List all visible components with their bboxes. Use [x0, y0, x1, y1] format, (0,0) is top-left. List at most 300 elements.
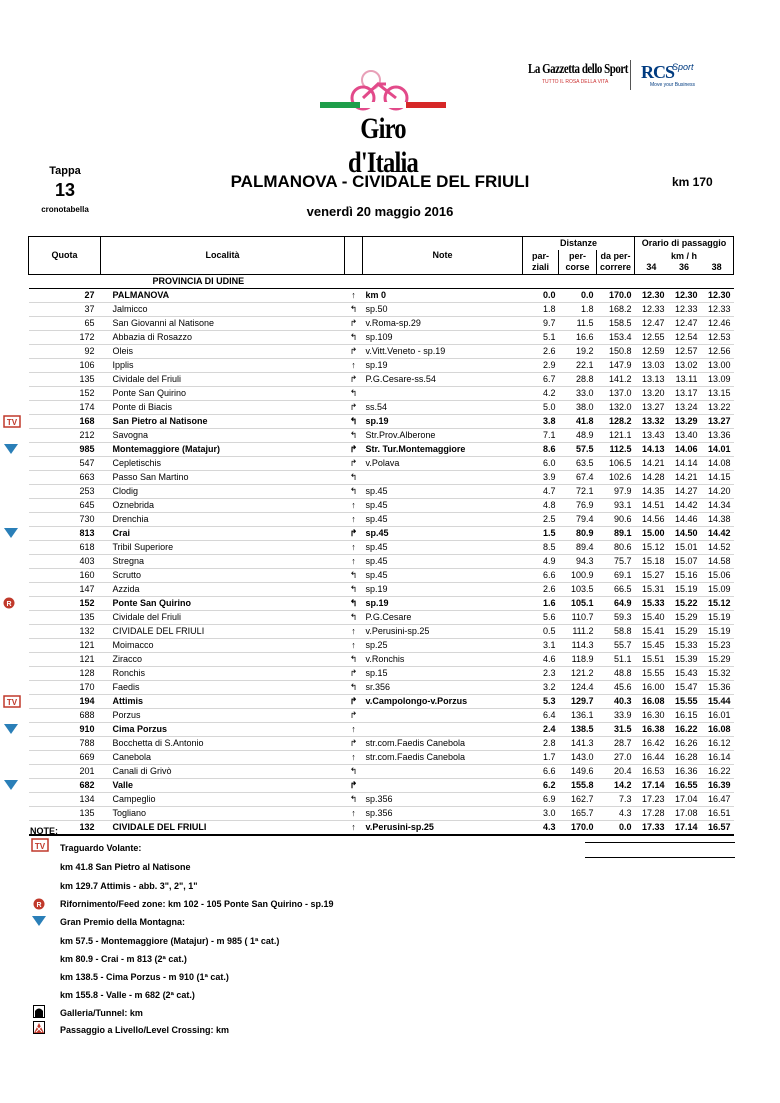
cell-parziali: 1.6 [523, 596, 559, 610]
cell-arrow: ↑ [345, 512, 363, 526]
cell-t38: 16.14 [700, 750, 733, 764]
cell-arrow: ↑ [345, 554, 363, 568]
cell-t38: 15.36 [700, 680, 733, 694]
table-row [29, 358, 734, 372]
col-percorse-l2: corse [565, 261, 590, 272]
cell-percorse: 72.1 [559, 484, 597, 498]
cell-percorse: 80.9 [559, 526, 597, 540]
cell-arrow: ↱ [345, 442, 363, 456]
col-dapercorrere [597, 250, 635, 274]
cell-percorse: 111.2 [559, 624, 597, 638]
cell-percorse: 138.5 [559, 722, 597, 736]
table-row [29, 666, 734, 680]
cell-note: str.com.Faedis Canebola [363, 750, 523, 764]
cell-t34: 14.56 [635, 512, 668, 526]
province-row [29, 274, 734, 288]
cell-arrow: ↱ [345, 344, 363, 358]
cell-arrow: ↑ [345, 498, 363, 512]
cell-quota: 663 [29, 470, 101, 484]
cell-note: v.Campolongo-v.Porzus [363, 694, 523, 708]
cell-parziali: 1.8 [523, 302, 559, 316]
cell-t38: 14.01 [700, 442, 733, 456]
cell-quota: 253 [29, 484, 101, 498]
cell-percorse: 0.0 [559, 288, 597, 302]
cell-t34: 14.21 [635, 456, 668, 470]
col-note: Note [363, 237, 523, 275]
cell-parziali: 3.0 [523, 806, 559, 820]
cell-t38: 13.00 [700, 358, 733, 372]
cell-t38: 15.32 [700, 666, 733, 680]
cell-dapercorrere: 168.2 [597, 302, 635, 316]
cell-t34: 17.33 [635, 820, 668, 835]
cell-arrow: ↰ [345, 428, 363, 442]
cell-percorse: 141.3 [559, 736, 597, 750]
cell-arrow: ↰ [345, 764, 363, 778]
cell-dapercorrere: 64.9 [597, 596, 635, 610]
cell-percorse: 48.9 [559, 428, 597, 442]
cell-t34: 15.33 [635, 596, 668, 610]
table-row [29, 344, 734, 358]
col-arrow [345, 237, 363, 275]
cell-quota-value: 152 [79, 597, 95, 608]
table-row [29, 540, 734, 554]
cell-arrow: ↰ [345, 484, 363, 498]
cell-dapercorrere: 66.5 [597, 582, 635, 596]
cell-t34: 16.53 [635, 764, 668, 778]
cell-quota: 730 [29, 512, 101, 526]
cell-localita: Oleis [101, 344, 345, 358]
table-row [29, 554, 734, 568]
cell-t36: 17.14 [668, 820, 701, 835]
cell-quota: 147 [29, 582, 101, 596]
col-quota: Quota [29, 237, 101, 275]
rcs-sport: Sport [672, 62, 694, 72]
table-row [29, 288, 734, 302]
col-percorse [559, 250, 597, 274]
cell-dapercorrere: 55.7 [597, 638, 635, 652]
cell-arrow: ↑ [345, 722, 363, 736]
cell-t34: 14.35 [635, 484, 668, 498]
cell-t38: 12.53 [700, 330, 733, 344]
cell-arrow: ↰ [345, 680, 363, 694]
cell-localita: Ponte di Biacis [101, 400, 345, 414]
cell-note: v.Vitt.Veneto - sp.19 [363, 344, 523, 358]
cell-quota-value: 194 [79, 695, 95, 706]
cell-note: sp.356 [363, 792, 523, 806]
cell-quota: 201 [29, 764, 101, 778]
col-parziali [523, 250, 559, 274]
cell-t38: 12.33 [700, 302, 733, 316]
tv-label: Traguardo Volante: [60, 843, 142, 853]
cell-t34: 13.13 [635, 372, 668, 386]
cell-quota-value: 985 [79, 443, 95, 454]
cell-dapercorrere: 121.1 [597, 428, 635, 442]
cell-quota: 92 [29, 344, 101, 358]
table-row [29, 708, 734, 722]
cell-parziali: 4.6 [523, 652, 559, 666]
cell-t34: 17.28 [635, 806, 668, 820]
cell-t36: 15.43 [668, 666, 701, 680]
cell-localita: Togliano [101, 806, 345, 820]
cell-t36: 12.54 [668, 330, 701, 344]
rcs-tagline: Move your Business [650, 82, 696, 88]
table-row [29, 484, 734, 498]
cell-percorse: 105.1 [559, 596, 597, 610]
cell-quota [6, 414, 101, 428]
cell-t38: 14.38 [700, 512, 733, 526]
tunnel-icon [33, 1005, 45, 1018]
cell-percorse: 149.6 [559, 764, 597, 778]
cell-t34: 17.14 [635, 778, 668, 792]
cell-arrow: ↰ [345, 414, 363, 428]
cell-quota: 128 [29, 666, 101, 680]
cell-percorse: 118.9 [559, 652, 597, 666]
timetable [5, 236, 734, 836]
cell-quota: 212 [29, 428, 101, 442]
cell-percorse: 79.4 [559, 512, 597, 526]
cell-t34: 15.27 [635, 568, 668, 582]
cell-dapercorrere: 28.7 [597, 736, 635, 750]
feed-note: Rifornimento/Feed zone: km 102 - 105 Ponte San Quirino - sp.19 [60, 899, 334, 909]
cell-t34: 13.32 [635, 414, 668, 428]
col-orario: Orario di passaggio [635, 237, 734, 251]
cell-dapercorrere: 112.5 [597, 442, 635, 456]
cell-t34: 16.08 [635, 694, 668, 708]
cell-dapercorrere: 27.0 [597, 750, 635, 764]
cell-dapercorrere: 40.3 [597, 694, 635, 708]
cell-t34: 12.30 [635, 288, 668, 302]
cell-parziali: 6.6 [523, 568, 559, 582]
cell-parziali: 0.0 [523, 288, 559, 302]
speed-34: 34 [646, 261, 657, 272]
cell-localita: Ziracco [101, 652, 345, 666]
cell-t38: 12.46 [700, 316, 733, 330]
cell-note: v.Polava [363, 456, 523, 470]
cell-localita: Crai [101, 526, 345, 540]
cell-t36: 15.29 [668, 610, 701, 624]
gpm-note-1: km 57.5 - Montemaggiore (Matajur) - m 985 ( 1ª cat.) [60, 936, 280, 946]
cell-percorse: 121.2 [559, 666, 597, 680]
cell-quota-value: 682 [79, 779, 95, 790]
svg-text:TV: TV [6, 697, 17, 707]
cell-localita: San Giovanni al Natisone [101, 316, 345, 330]
cell-t34: 15.55 [635, 666, 668, 680]
cell-arrow: ↱ [345, 400, 363, 414]
cell-arrow: ↑ [345, 806, 363, 820]
cell-note: sp.19 [363, 414, 523, 428]
cell-t36: 14.46 [668, 512, 701, 526]
feed-icon [33, 898, 45, 910]
table-row [29, 820, 734, 835]
cell-arrow: ↰ [345, 652, 363, 666]
cell-dapercorrere: 33.9 [597, 708, 635, 722]
cell-localita: Jalmicco [101, 302, 345, 316]
cell-localita: Scrutto [101, 568, 345, 582]
cell-note [363, 470, 523, 484]
cell-t34: 14.28 [635, 470, 668, 484]
rcs-logo: RCS [641, 62, 675, 82]
cell-quota: 170 [29, 680, 101, 694]
cell-t34: 12.59 [635, 344, 668, 358]
table-row [29, 372, 734, 386]
cell-quota: 618 [29, 540, 101, 554]
cell-quota: 134 [29, 792, 101, 806]
cell-t38: 12.56 [700, 344, 733, 358]
cell-dapercorrere: 48.8 [597, 666, 635, 680]
col-dapercorrere-l1: da per- [600, 250, 631, 261]
cell-t38: 16.01 [700, 708, 733, 722]
cell-quota: 121 [29, 652, 101, 666]
col-percorse-l1: per- [568, 250, 586, 261]
cell-arrow: ↑ [345, 288, 363, 302]
svg-text:R: R [36, 902, 42, 909]
table-row [29, 596, 734, 610]
table-row [29, 512, 734, 526]
cell-t36: 16.15 [668, 708, 701, 722]
cell-t38: 15.19 [700, 624, 733, 638]
cell-note: Str. Tur.Montemaggiore [363, 442, 523, 456]
cell-parziali: 3.2 [523, 680, 559, 694]
cell-t34: 15.41 [635, 624, 668, 638]
cell-localita: Ponte San Quirino [101, 596, 345, 610]
cell-t36: 15.16 [668, 568, 701, 582]
cell-localita: Drenchia [101, 512, 345, 526]
cell-t36: 12.47 [668, 316, 701, 330]
table-row [29, 330, 734, 344]
cell-percorse: 170.0 [559, 820, 597, 835]
cell-percorse: 1.8 [559, 302, 597, 316]
cell-t34: 16.38 [635, 722, 668, 736]
cell-t34: 16.44 [635, 750, 668, 764]
tv-note-2: km 129.7 Attimis - abb. 3", 2", 1" [60, 881, 198, 891]
cell-t36: 12.30 [668, 288, 701, 302]
cell-t36: 14.50 [668, 526, 701, 540]
table-row [29, 386, 734, 400]
cell-arrow: ↑ [345, 540, 363, 554]
cell-quota: 135 [29, 610, 101, 624]
cell-note: sp.109 [363, 330, 523, 344]
cell-parziali: 2.5 [523, 512, 559, 526]
table-row [29, 400, 734, 414]
signature-line-1 [585, 842, 735, 843]
speed-38: 38 [711, 261, 722, 272]
table-row [29, 680, 734, 694]
cell-parziali: 6.7 [523, 372, 559, 386]
cell-arrow: ↑ [345, 624, 363, 638]
cell-parziali: 2.9 [523, 358, 559, 372]
cell-dapercorrere: 20.4 [597, 764, 635, 778]
cell-note: sp.45 [363, 484, 523, 498]
cell-t38: 15.44 [700, 694, 733, 708]
cell-t34: 15.00 [635, 526, 668, 540]
cell-t36: 13.29 [668, 414, 701, 428]
speed-36: 36 [679, 261, 690, 272]
cell-t38: 13.22 [700, 400, 733, 414]
cell-note: v.Roma-sp.29 [363, 316, 523, 330]
table-row [29, 414, 734, 428]
cell-quota: 547 [29, 456, 101, 470]
cell-note: sp.45 [363, 526, 523, 540]
cell-localita: Ronchis [101, 666, 345, 680]
table-row [29, 316, 734, 330]
cell-dapercorrere: 69.1 [597, 568, 635, 582]
table-row [29, 302, 734, 316]
cell-t36: 16.28 [668, 750, 701, 764]
cell-localita: Moimacco [101, 638, 345, 652]
table-row [29, 582, 734, 596]
gpm-label: Gran Premio della Montagna: [60, 917, 186, 927]
cell-t38: 15.29 [700, 652, 733, 666]
cell-arrow: ↰ [345, 470, 363, 484]
cell-arrow: ↱ [345, 694, 363, 708]
cell-localita: Passo San Martino [101, 470, 345, 484]
cell-quota: 135 [29, 372, 101, 386]
cell-dapercorrere: 0.0 [597, 820, 635, 835]
cell-t34: 15.45 [635, 638, 668, 652]
cell-percorse: 165.7 [559, 806, 597, 820]
table-row [29, 736, 734, 750]
cell-t38: 13.15 [700, 386, 733, 400]
cell-t36: 16.55 [668, 778, 701, 792]
cell-localita: PALMANOVA [101, 288, 345, 302]
cell-quota-value: 910 [79, 723, 95, 734]
cell-note: sp.45 [363, 554, 523, 568]
col-speeds [635, 250, 734, 274]
cell-arrow: ↰ [345, 386, 363, 400]
cell-parziali: 4.3 [523, 820, 559, 835]
table-row [29, 764, 734, 778]
cell-arrow: ↰ [345, 582, 363, 596]
cell-quota: 135 [29, 806, 101, 820]
cell-t38: 12.30 [700, 288, 733, 302]
cell-localita: Valle [101, 778, 345, 792]
cell-dapercorrere: 128.2 [597, 414, 635, 428]
cell-parziali: 6.2 [523, 778, 559, 792]
cell-t36: 13.02 [668, 358, 701, 372]
cell-quota: 688 [29, 708, 101, 722]
cell-quota: 160 [29, 568, 101, 582]
cell-t34: 15.12 [635, 540, 668, 554]
cell-t36: 17.04 [668, 792, 701, 806]
cell-arrow: ↰ [345, 330, 363, 344]
cell-quota [29, 442, 101, 456]
cell-dapercorrere: 7.3 [597, 792, 635, 806]
cell-t34: 16.00 [635, 680, 668, 694]
cell-quota [6, 694, 101, 708]
cell-t38: 15.12 [700, 596, 733, 610]
cell-percorse: 89.4 [559, 540, 597, 554]
cell-localita: San Pietro al Natisone [101, 414, 345, 428]
giro-wordmark: Giro d'Italia [347, 112, 418, 179]
cell-t36: 15.47 [668, 680, 701, 694]
cell-parziali: 4.2 [523, 386, 559, 400]
stage-number: 13 [54, 180, 76, 200]
cell-dapercorrere: 59.3 [597, 610, 635, 624]
cell-parziali: 6.9 [523, 792, 559, 806]
cell-arrow: ↱ [345, 456, 363, 470]
cell-arrow: ↑ [345, 820, 363, 835]
cell-parziali: 4.8 [523, 498, 559, 512]
cell-parziali: 2.6 [523, 344, 559, 358]
cell-quota: 132 [29, 820, 101, 835]
cell-parziali: 4.7 [523, 484, 559, 498]
cell-note: km 0 [363, 288, 523, 302]
table-row [29, 498, 734, 512]
cell-quota: 174 [29, 400, 101, 414]
cell-localita: Cividale del Friuli [101, 372, 345, 386]
cell-t36: 13.17 [668, 386, 701, 400]
cell-localita: Campeglio [101, 792, 345, 806]
cell-dapercorrere: 170.0 [597, 288, 635, 302]
cell-t36: 15.22 [668, 596, 701, 610]
cell-t36: 12.33 [668, 302, 701, 316]
cell-dapercorrere: 132.0 [597, 400, 635, 414]
cell-t36: 14.21 [668, 470, 701, 484]
table-row [29, 624, 734, 638]
cell-t38: 13.27 [700, 414, 733, 428]
table-row [29, 456, 734, 470]
signature-line-2 [585, 857, 735, 858]
cell-parziali: 3.8 [523, 414, 559, 428]
cell-t38: 15.06 [700, 568, 733, 582]
cell-parziali: 3.9 [523, 470, 559, 484]
cell-dapercorrere: 158.5 [597, 316, 635, 330]
cell-note: sp.45 [363, 568, 523, 582]
cell-arrow: ↰ [345, 302, 363, 316]
cell-arrow: ↰ [345, 596, 363, 610]
col-dapercorrere-l2: correre [600, 261, 632, 272]
crossing-note: Passaggio a Livello/Level Crossing: km [60, 1025, 230, 1035]
cell-note [363, 764, 523, 778]
cell-dapercorrere: 31.5 [597, 722, 635, 736]
stage-info [35, 165, 95, 214]
table-row [29, 694, 734, 708]
cell-percorse: 143.0 [559, 750, 597, 764]
cell-quota [29, 778, 101, 792]
cell-percorse: 124.4 [559, 680, 597, 694]
cell-localita: Ipplis [101, 358, 345, 372]
cell-t36: 16.26 [668, 736, 701, 750]
cell-parziali: 6.4 [523, 708, 559, 722]
cell-t38: 14.58 [700, 554, 733, 568]
svg-text:TV: TV [34, 842, 46, 851]
cell-localita: Tribil Superiore [101, 540, 345, 554]
cell-percorse: 41.8 [559, 414, 597, 428]
cell-quota: 172 [29, 330, 101, 344]
cell-t36: 15.07 [668, 554, 701, 568]
cell-parziali: 8.5 [523, 540, 559, 554]
cell-t38: 16.08 [700, 722, 733, 736]
cell-t38: 16.51 [700, 806, 733, 820]
cell-dapercorrere: 153.4 [597, 330, 635, 344]
cell-t38: 16.57 [700, 820, 733, 835]
cell-percorse: 114.3 [559, 638, 597, 652]
cell-note: P.G.Cesare [363, 610, 523, 624]
cell-percorse: 63.5 [559, 456, 597, 470]
cell-t36: 15.29 [668, 624, 701, 638]
cell-dapercorrere: 102.6 [597, 470, 635, 484]
cell-localita: Azzida [101, 582, 345, 596]
table-row [29, 792, 734, 806]
cell-quota: 788 [29, 736, 101, 750]
table-row [29, 470, 734, 484]
cell-note: sp.45 [363, 512, 523, 526]
stage-label: Tappa [49, 165, 81, 177]
cell-localita: Montemaggiore (Matajur) [101, 442, 345, 456]
cell-t36: 15.33 [668, 638, 701, 652]
table-row [29, 568, 734, 582]
cell-dapercorrere: 45.6 [597, 680, 635, 694]
